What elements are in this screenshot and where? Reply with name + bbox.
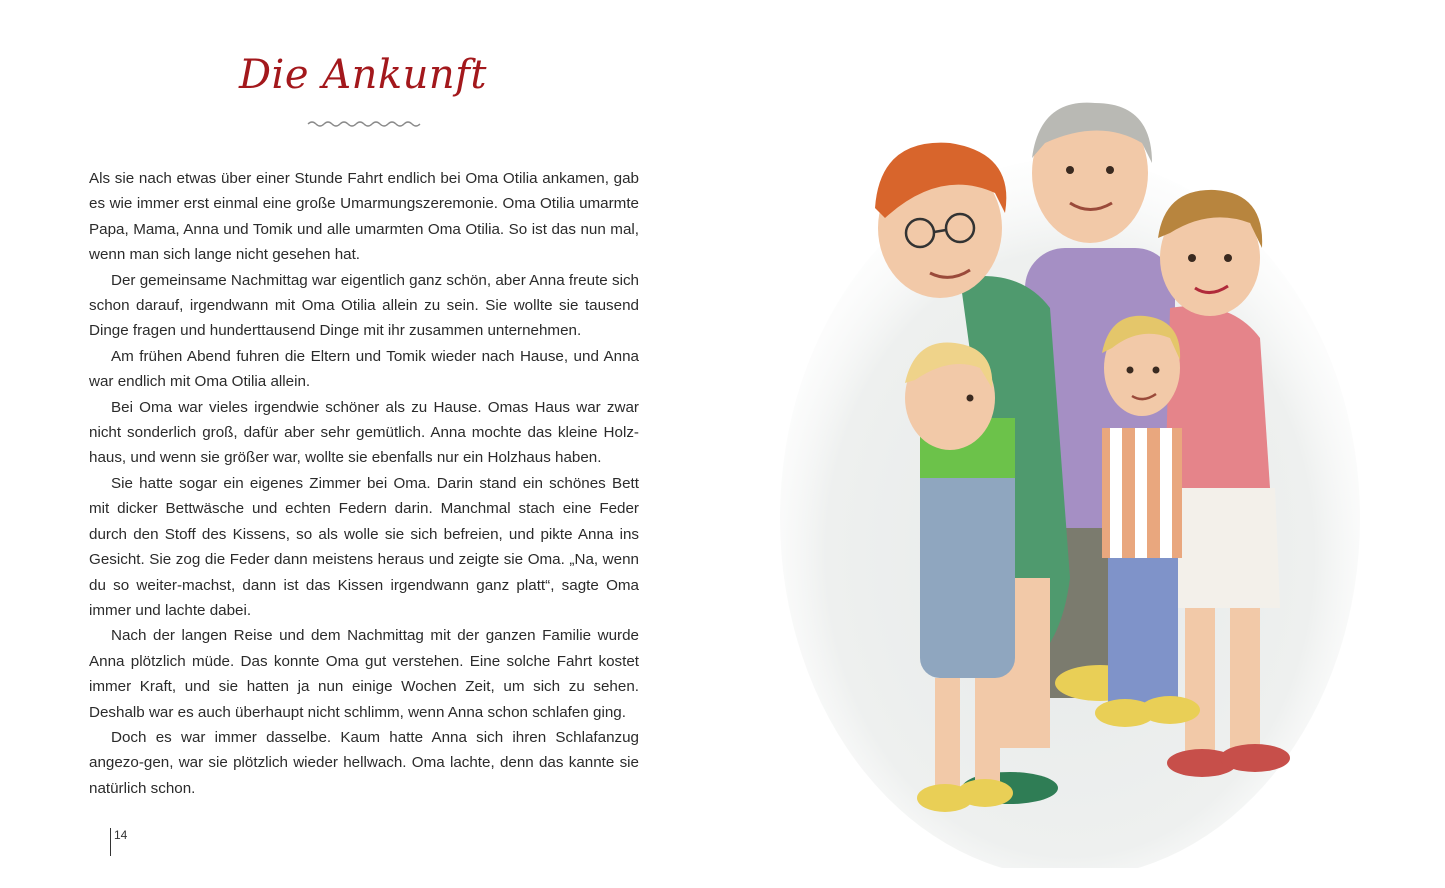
chapter-title: Die Ankunft	[238, 52, 488, 98]
wavy-divider-icon	[306, 118, 422, 130]
page-number: 14	[114, 828, 128, 842]
paragraph: Bei Oma war vieles irgendwie schöner als zu Hause. Omas Haus war zwar nicht sonderlich groß, dafür aber sehr gemütlich. Anna mochte das kleine Holz-haus, und wenn sie größer war, wollte sie ebenfalls nur ein Holzhaus haben.	[89, 398, 639, 467]
page-number-rule	[110, 828, 111, 856]
family-illustration	[770, 98, 1390, 868]
paragraph: Als sie nach etwas über einer Stunde Fahrt endlich bei Oma Otilia ankamen, gab es wie immer erst einmal eine große Umarmungszeremonie. Oma Otilia umarmte Papa, Mama, Anna und Tomik und alle umarmten Oma Otilia. So ist das nun mal, wenn man sich lange nicht gesehen hat.	[89, 170, 639, 264]
paragraph: Sie hatte sogar ein eigenes Zimmer bei Oma. Darin stand ein schönes Bett mit dicker Bettwäsche und echten Federn darin. Manchmal stach eine Feder durch den Stoff des Kissens, so als wolle sie sich befreien, und pikte Anna ins Gesicht. Sie zog die Feder dann meistens heraus und zeigte sie Oma. „Na, wenn du so weiter-machst, dann ist das Kissen irgendwann ganz platt“, sagte Oma immer und lachte dabei.	[89, 474, 639, 619]
paragraph: Am frühen Abend fuhren die Eltern und Tomik wieder nach Hause, und Anna war endlich mit Oma Otilia allein.	[89, 347, 639, 391]
left-page	[0, 0, 722, 888]
paragraph: Nach der langen Reise und dem Nachmittag mit der ganzen Familie wurde Anna plötzlich müde. Das konnte Oma gut verstehen. Eine solche Fahrt kostet immer Kraft, und sie hatten ja nun einige Wochen Zeit, um sich zu sehen. Deshalb war es auch überhaupt nicht schlimm, wenn Anna schon schlafen ging.	[89, 627, 639, 721]
paragraph: Doch es war immer dasselbe. Kaum hatte Anna sich ihren Schlafanzug angezo-gen, war sie plötzlich wieder hellwach. Oma lachte, denn das kannte sie natürlich schon.	[89, 728, 639, 797]
chapter-body	[89, 166, 639, 801]
paragraph: Der gemeinsame Nachmittag war eigentlich ganz schön, aber Anna freute sich schon darauf, irgendwann mit Oma Otilia allein zu sein. Sie wollte sie tausend Dinge fragen und hunderttausend Dinge mit ihr zusammen unternehmen.	[89, 271, 639, 340]
